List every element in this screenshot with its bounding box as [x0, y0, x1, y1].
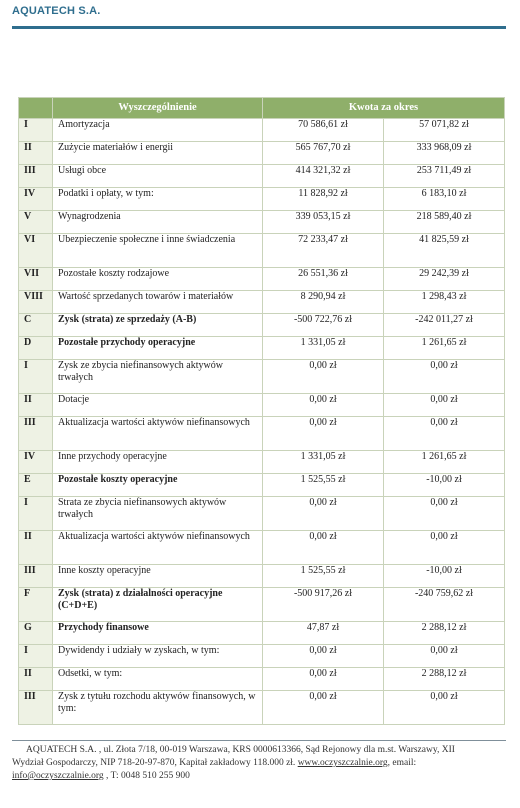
- row-description: Zysk (strata) ze sprzedaży (A-B): [53, 314, 263, 337]
- table-row: [19, 268, 505, 291]
- footer-registration: Wydział Gospodarczy, NIP 718-20-97-870, Kapitał zakładowy 118.000 zł.: [12, 758, 296, 768]
- row-amount-previous: 333 968,09 zł: [384, 142, 505, 165]
- row-amount-current: 70 586,61 zł: [263, 119, 384, 142]
- row-description: Wartość sprzedanych towarów i materiałów: [53, 291, 263, 314]
- row-amount-current: 0,00 zł: [263, 360, 384, 394]
- row-amount-current: 47,87 zł: [263, 622, 384, 645]
- row-code: I: [19, 497, 53, 531]
- table-row: [19, 497, 505, 531]
- row-amount-previous: 1 261,65 zł: [384, 337, 505, 360]
- row-amount-current: 1 525,55 zł: [263, 474, 384, 497]
- row-amount-current: 339 053,15 zł: [263, 211, 384, 234]
- row-description: Strata ze zbycia niefinansowych aktywów trwałych: [53, 497, 263, 531]
- row-amount-previous: 0,00 zł: [384, 417, 505, 451]
- row-amount-current: 414 321,32 zł: [263, 165, 384, 188]
- footer-text: [12, 741, 506, 783]
- row-description: Pozostałe koszty rodzajowe: [53, 268, 263, 291]
- row-amount-current: 0,00 zł: [263, 417, 384, 451]
- table-row: [19, 565, 505, 588]
- row-description: Zysk (strata) z działalności operacyjne (C+D+E): [53, 588, 263, 622]
- row-amount-previous: 0,00 zł: [384, 394, 505, 417]
- row-description: Aktualizacja wartości aktywów niefinansowych: [53, 531, 263, 565]
- row-description: Dywidendy i udziały w zyskach, w tym:: [53, 645, 263, 668]
- row-code: VIII: [19, 291, 53, 314]
- row-description: Wynagrodzenia: [53, 211, 263, 234]
- row-description: Amortyzacja: [53, 119, 263, 142]
- header-amount: Kwota za okres: [263, 98, 505, 119]
- row-amount-previous: 0,00 zł: [384, 645, 505, 668]
- row-code: F: [19, 588, 53, 622]
- row-amount-previous: -242 011,27 zł: [384, 314, 505, 337]
- row-amount-current: 1 331,05 zł: [263, 451, 384, 474]
- row-code: IV: [19, 188, 53, 211]
- row-amount-current: 0,00 zł: [263, 668, 384, 691]
- table-row: [19, 668, 505, 691]
- row-description: Podatki i opłaty, w tym:: [53, 188, 263, 211]
- row-code: II: [19, 668, 53, 691]
- row-amount-current: 0,00 zł: [263, 645, 384, 668]
- table-header-row: [19, 98, 505, 119]
- row-code: II: [19, 142, 53, 165]
- row-description: Zysk z tytułu rozchodu aktywów finansowych, w tym:: [53, 691, 263, 725]
- row-code: III: [19, 165, 53, 188]
- row-code: II: [19, 394, 53, 417]
- table-row: [19, 337, 505, 360]
- row-description: Dotacje: [53, 394, 263, 417]
- table-row: [19, 451, 505, 474]
- row-code: D: [19, 337, 53, 360]
- row-description: Zysk ze zbycia niefinansowych aktywów trwałych: [53, 360, 263, 394]
- row-amount-previous: 6 183,10 zł: [384, 188, 505, 211]
- footer-email-link[interactable]: info@oczyszczalnie.org: [12, 771, 104, 781]
- row-description: Usługi obce: [53, 165, 263, 188]
- table-row: [19, 360, 505, 394]
- row-amount-previous: 1 261,65 zł: [384, 451, 505, 474]
- row-code: I: [19, 360, 53, 394]
- footer-email-label: , email:: [387, 758, 417, 768]
- row-code: V: [19, 211, 53, 234]
- table-row: [19, 417, 505, 451]
- row-amount-current: 72 233,47 zł: [263, 234, 384, 268]
- row-amount-previous: 0,00 zł: [384, 497, 505, 531]
- row-description: Przychody finansowe: [53, 622, 263, 645]
- row-amount-current: 1 525,55 zł: [263, 565, 384, 588]
- row-code: IV: [19, 451, 53, 474]
- row-code: I: [19, 119, 53, 142]
- row-amount-previous: -10,00 zł: [384, 565, 505, 588]
- row-code: III: [19, 565, 53, 588]
- row-amount-previous: -10,00 zł: [384, 474, 505, 497]
- row-amount-previous: 57 071,82 zł: [384, 119, 505, 142]
- row-description: Aktualizacja wartości aktywów niefinansowych: [53, 417, 263, 451]
- header-rule: [12, 26, 506, 29]
- row-code: VII: [19, 268, 53, 291]
- row-amount-previous: 0,00 zł: [384, 691, 505, 725]
- row-code: III: [19, 417, 53, 451]
- row-amount-previous: 2 288,12 zł: [384, 668, 505, 691]
- row-amount-previous: 1 298,43 zł: [384, 291, 505, 314]
- table-row: [19, 314, 505, 337]
- row-code: III: [19, 691, 53, 725]
- row-amount-current: 0,00 zł: [263, 691, 384, 725]
- footer-website-link[interactable]: www.oczyszczalnie.org: [297, 758, 388, 768]
- table-row: [19, 119, 505, 142]
- company-name: AQUATECH S.A.: [12, 5, 101, 17]
- row-amount-current: 565 767,70 zł: [263, 142, 384, 165]
- row-amount-previous: 0,00 zł: [384, 531, 505, 565]
- row-description: Pozostałe koszty operacyjne: [53, 474, 263, 497]
- row-code: G: [19, 622, 53, 645]
- table-row: [19, 622, 505, 645]
- row-amount-current: 11 828,92 zł: [263, 188, 384, 211]
- row-amount-current: -500 722,76 zł: [263, 314, 384, 337]
- row-amount-current: 8 290,94 zł: [263, 291, 384, 314]
- row-description: Ubezpieczenie społeczne i inne świadczenia: [53, 234, 263, 268]
- table-row: [19, 234, 505, 268]
- table-row: [19, 142, 505, 165]
- row-amount-previous: -240 759,62 zł: [384, 588, 505, 622]
- row-code: E: [19, 474, 53, 497]
- row-description: Inne koszty operacyjne: [53, 565, 263, 588]
- table-row: [19, 588, 505, 622]
- row-code: VI: [19, 234, 53, 268]
- row-description: Zużycie materiałów i energii: [53, 142, 263, 165]
- row-amount-previous: 29 242,39 zł: [384, 268, 505, 291]
- row-description: Odsetki, w tym:: [53, 668, 263, 691]
- row-amount-current: -500 917,26 zł: [263, 588, 384, 622]
- page-footer: [12, 740, 506, 783]
- table-row: [19, 394, 505, 417]
- row-amount-previous: 0,00 zł: [384, 360, 505, 394]
- footer-address: AQUATECH S.A. , ul. Złota 7/18, 00-019 Warszawa, KRS 0000613366, Sąd Rejonowy dla m.st. Warszawy, XII: [26, 745, 455, 755]
- row-amount-previous: 218 589,40 zł: [384, 211, 505, 234]
- row-description: Pozostałe przychody operacyjne: [53, 337, 263, 360]
- table-row: [19, 691, 505, 725]
- page-header: [12, 4, 506, 29]
- table-row: [19, 645, 505, 668]
- row-description: Inne przychody operacyjne: [53, 451, 263, 474]
- header-code-cell: [19, 98, 53, 119]
- row-amount-current: 0,00 zł: [263, 497, 384, 531]
- footer-phone: , T: 0048 510 255 900: [103, 771, 190, 781]
- row-amount-current: 1 331,05 zł: [263, 337, 384, 360]
- row-code: II: [19, 531, 53, 565]
- table-row: [19, 291, 505, 314]
- table-row: [19, 474, 505, 497]
- table-row: [19, 211, 505, 234]
- row-code: C: [19, 314, 53, 337]
- row-amount-current: 26 551,36 zł: [263, 268, 384, 291]
- row-code: I: [19, 645, 53, 668]
- row-amount-previous: 41 825,59 zł: [384, 234, 505, 268]
- table-row: [19, 531, 505, 565]
- table-row: [19, 188, 505, 211]
- table-row: [19, 165, 505, 188]
- header-description: Wyszczególnienie: [53, 98, 263, 119]
- table-body: [19, 119, 505, 725]
- financial-table: [18, 97, 505, 725]
- row-amount-current: 0,00 zł: [263, 531, 384, 565]
- row-amount-previous: 2 288,12 zł: [384, 622, 505, 645]
- row-amount-previous: 253 711,49 zł: [384, 165, 505, 188]
- row-amount-current: 0,00 zł: [263, 394, 384, 417]
